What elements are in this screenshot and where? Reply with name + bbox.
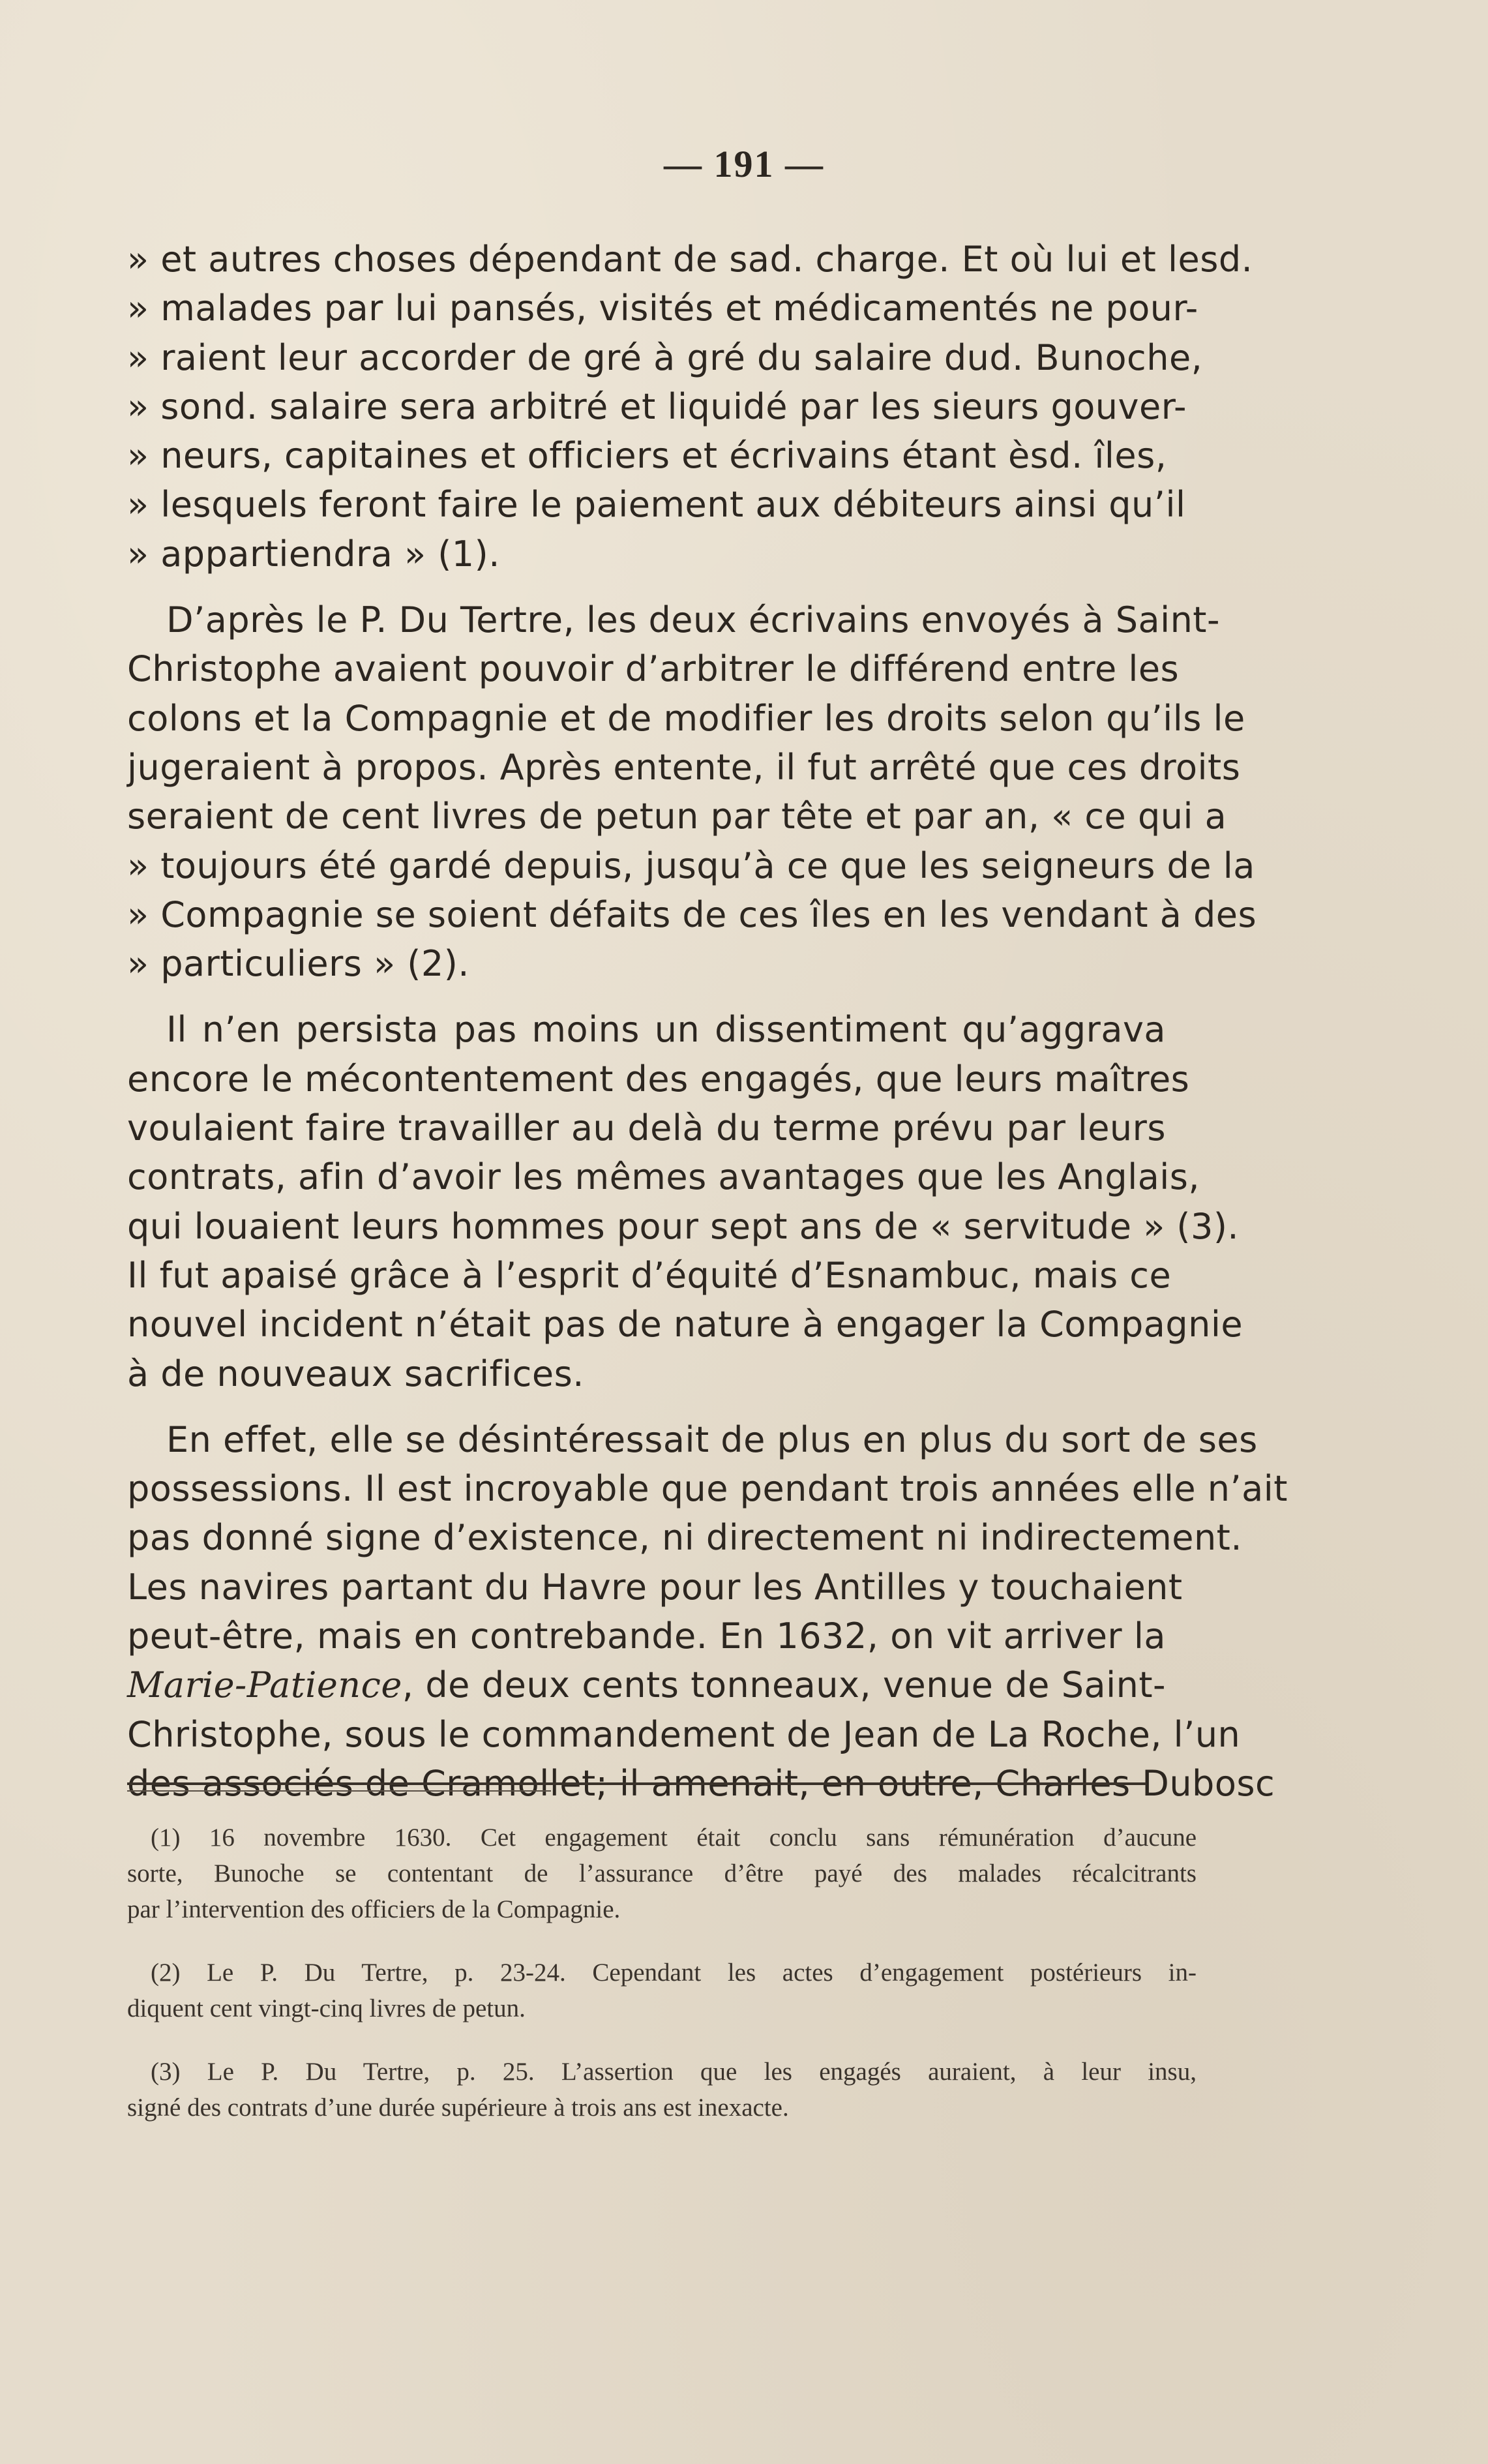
- footnote-line: (3) Le P. Du Tertre, p. 25. L’assertion que les engagés auraient, à leur insu,: [151, 2058, 1197, 2086]
- text-line: » toujours été gardé depuis, jusqu’à ce que les seigneurs de la: [127, 845, 1255, 886]
- footnote-separator: [127, 1782, 1146, 1785]
- footnote-separator-thin: [127, 1790, 551, 1792]
- text-line: possessions. Il est incroyable que pendant trois années elle n’ait: [127, 1468, 1288, 1510]
- ship-name: Marie-Patience: [127, 1664, 402, 1706]
- text-line: Christophe avaient pouvoir d’arbitrer le différend entre les: [127, 648, 1180, 690]
- text-line: voulaient faire travailler au delà du terme prévu par leurs: [127, 1107, 1166, 1149]
- text-line: » et autres choses dépendant de sad. charge. Et où lui et lesd.: [127, 239, 1253, 280]
- text-line: jugeraient à propos. Après entente, il fut arrêté que ces droits: [127, 746, 1241, 788]
- page-number: — 191 —: [664, 143, 824, 185]
- text-line: » Compagnie se soient défaits de ces îles en les vendant à des: [127, 894, 1257, 935]
- text-line: » particuliers » (2).: [127, 943, 469, 985]
- text-line: Les navires partant du Havre pour les Antilles y touchaient: [127, 1566, 1183, 1608]
- footnote-line: par l’intervention des officiers de la Compagnie.: [127, 1895, 621, 1923]
- text-line: » neurs, capitaines et officiers et écrivains étant èsd. îles,: [127, 435, 1167, 477]
- text-line: Christophe, sous le commandement de Jean de La Roche, l’un: [127, 1713, 1241, 1755]
- footnote-line: diquent cent vingt-cinq livres de petun.: [127, 1994, 526, 2022]
- text-line: » raient leur accorder de gré à gré du salaire dud. Bunoche,: [127, 337, 1203, 378]
- main-text: [127, 235, 1288, 1808]
- text-line-with-ship-name: [127, 1660, 1166, 1709]
- text-line: D’après le P. Du Tertre, les deux écrivains envoyés à Saint-: [166, 599, 1220, 641]
- text-line: » sond. salaire sera arbitré et liquidé par les sieurs gouver-: [127, 385, 1187, 427]
- text-line: Il n’en persista pas moins un dissentiment qu’aggrava: [166, 1009, 1166, 1051]
- footnote-line: signé des contrats d’une durée supérieure à trois ans est inexacte.: [127, 2094, 789, 2122]
- text-line: Il fut apaisé grâce à l’esprit d’équité d’Esnambuc, mais ce: [127, 1254, 1172, 1296]
- footnote-line: (2) Le P. Du Tertre, p. 23-24. Cependant les actes d’engagement postérieurs in-: [151, 1959, 1197, 1987]
- text-line: » malades par lui pansés, visités et médicamentés ne pour-: [127, 288, 1198, 329]
- text-line: contrats, afin d’avoir les mêmes avantages que les Anglais,: [127, 1156, 1200, 1198]
- footnote-line: sorte, Bunoche se contentant de l’assurance d’être payé des malades récalcitrants: [127, 1859, 1197, 1887]
- text-line: » lesquels feront faire le paiement aux débiteurs ainsi qu’il: [127, 484, 1186, 526]
- text-line: pas donné signe d’existence, ni directement ni indirectement.: [127, 1517, 1243, 1559]
- text-line: des associés de Cramollet; il amenait, en outre, Charles Dubosc: [127, 1762, 1275, 1804]
- footnote-line: (1) 16 novembre 1630. Cet engagement était conclu sans rémunération d’aucune: [151, 1824, 1197, 1852]
- text-line: encore le mécontentement des engagés, que leurs maîtres: [127, 1058, 1190, 1100]
- text-line: » appartiendra » (1).: [127, 533, 500, 575]
- text-fragment: , de deux cents tonneaux, venue de Saint-: [402, 1664, 1166, 1706]
- text-line: à de nouveaux sacrifices.: [127, 1353, 584, 1394]
- text-line: peut-être, mais en contrebande. En 1632, on vit arriver la: [127, 1615, 1166, 1657]
- text-line: qui louaient leurs hommes pour sept ans de « servitude » (3).: [127, 1205, 1240, 1247]
- footnotes: [127, 1820, 1197, 2126]
- text-line: En effet, elle se désintéressait de plus en plus du sort de ses: [166, 1419, 1258, 1460]
- text-line: seraient de cent livres de petun par tête et par an, « ce qui a: [127, 796, 1227, 837]
- text-line: nouvel incident n’était pas de nature à engager la Compagnie: [127, 1304, 1243, 1345]
- text-line: colons et la Compagnie et de modifier les droits selon qu’ils le: [127, 697, 1245, 739]
